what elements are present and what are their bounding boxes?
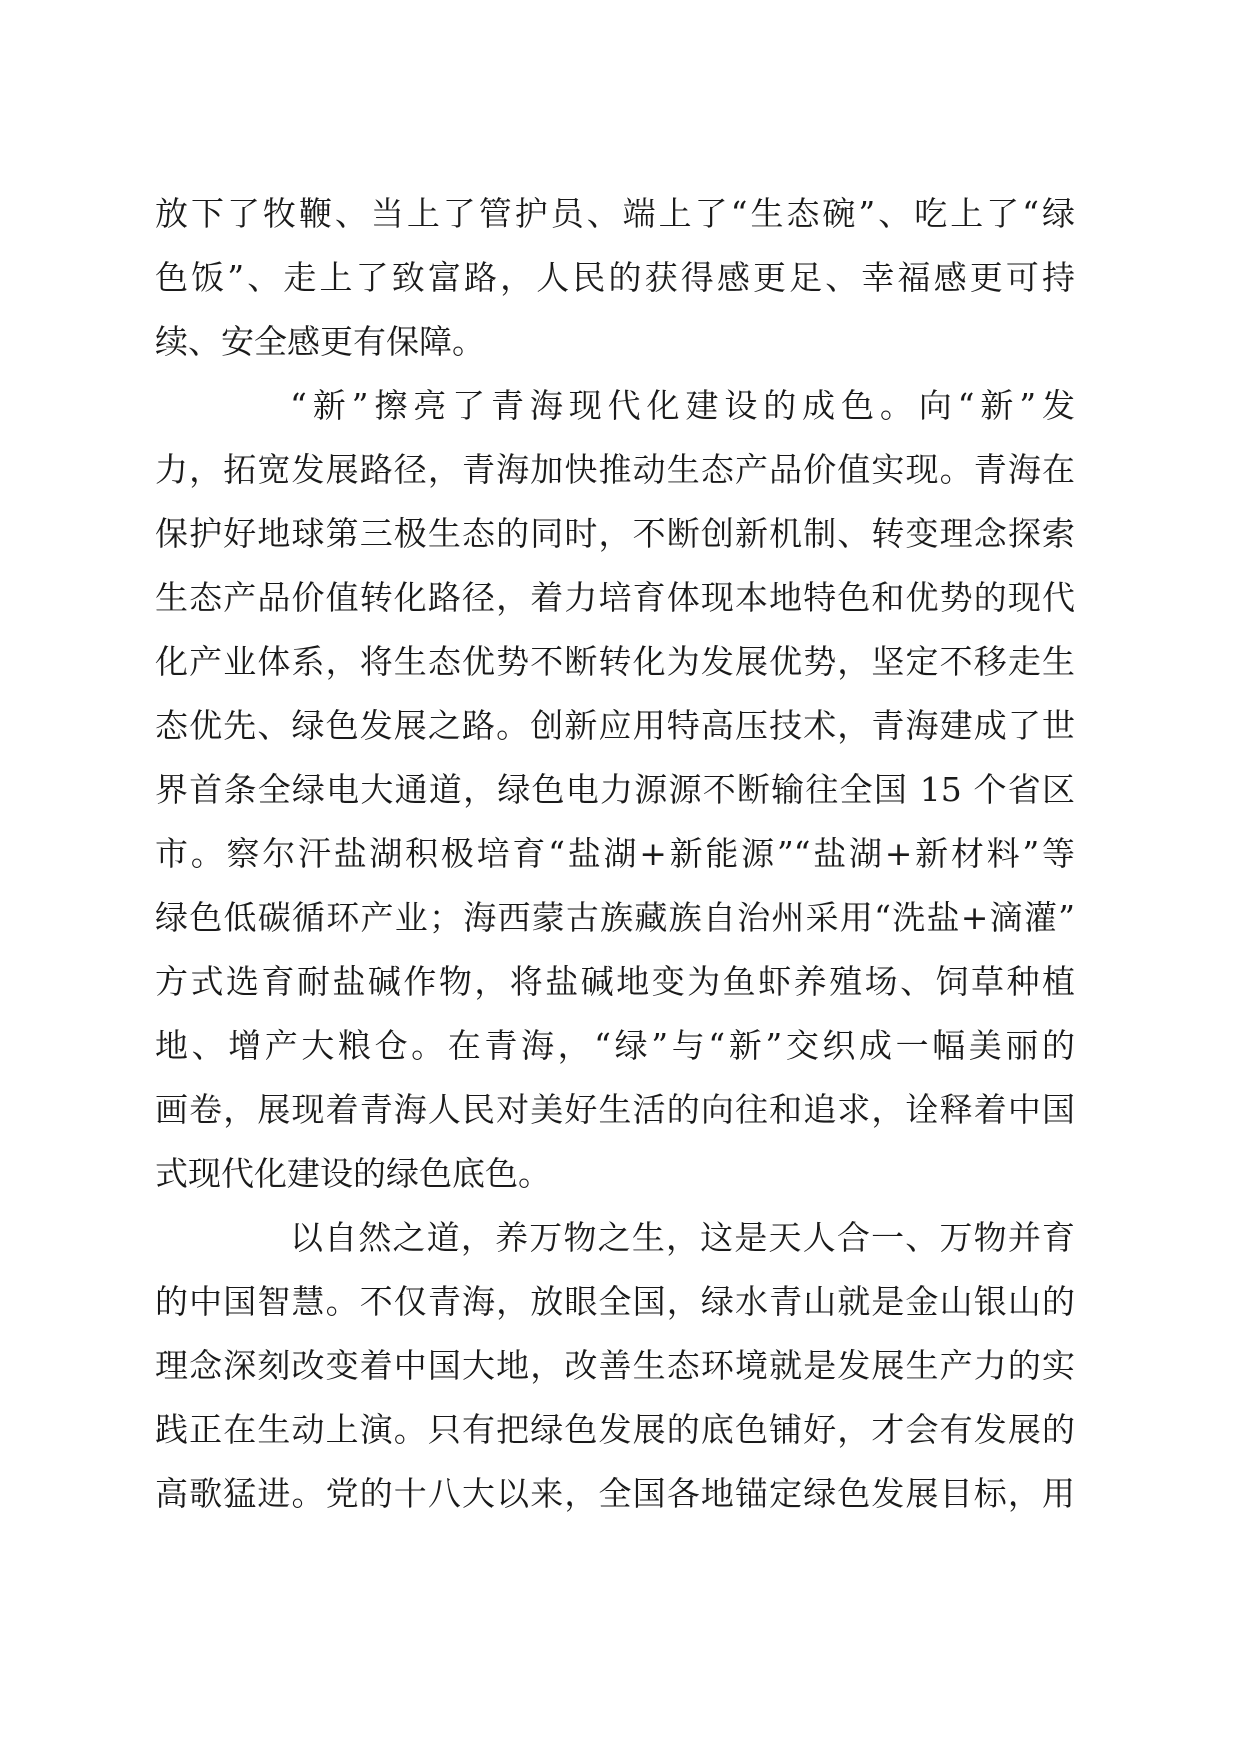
- text-line: 画卷，展现着青海人民对美好生活的向往和追求，诠释着中国: [155, 1090, 1075, 1129]
- text-line: 地、增产大粮仓。在青海，“绿”与“新”交织成一幅美丽的: [155, 1026, 1075, 1065]
- text-line: 式现代化建设的绿色底色。: [155, 1154, 551, 1193]
- text-line: 化产业体系，将生态优势不断转化为发展优势，坚定不移走生: [155, 642, 1075, 681]
- text-line: 态优先、绿色发展之路。创新应用特高压技术，青海建成了世: [155, 706, 1075, 745]
- text-line: 界首条全绿电大通道，绿色电力源源不断输往全国 15 个省区: [155, 770, 1075, 809]
- text-line: 续、安全感更有保障。: [155, 322, 485, 361]
- text-line: 高歌猛进。党的十八大以来，全国各地锚定绿色发展目标，用: [155, 1474, 1075, 1513]
- text-line: 践正在生动上演。只有把绿色发展的底色铺好，才会有发展的: [155, 1410, 1075, 1449]
- text-line: 色饭”、走上了致富路，人民的获得感更足、幸福感更可持: [155, 258, 1075, 297]
- text-line: 力，拓宽发展路径，青海加快推动生态产品价值实现。青海在: [155, 450, 1075, 489]
- text-line: 的中国智慧。不仅青海，放眼全国，绿水青山就是金山银山的: [155, 1282, 1075, 1321]
- text-line: 保护好地球第三极生态的同时，不断创新机制、转变理念探索: [155, 514, 1075, 553]
- text-line: 市。察尔汗盐湖积极培育“盐湖+新能源”“盐湖+新材料”等: [155, 834, 1075, 873]
- text-line: 放下了牧鞭、当上了管护员、端上了“生态碗”、吃上了“绿: [155, 194, 1075, 233]
- text-line: 绿色低碳循环产业；海西蒙古族藏族自治州采用“洗盐+滴灌”: [155, 898, 1075, 937]
- text-line: “新”擦亮了青海现代化建设的成色。向“新”发: [290, 386, 1075, 425]
- text-line: 理念深刻改变着中国大地，改善生态环境就是发展生产力的实: [155, 1346, 1075, 1385]
- text-line: 生态产品价值转化路径，着力培育体现本地特色和优势的现代: [155, 578, 1075, 617]
- text-line: 方式选育耐盐碱作物，将盐碱地变为鱼虾养殖场、饲草种植: [155, 962, 1075, 1001]
- text-line: 以自然之道，养万物之生，这是天人合一、万物并育: [290, 1218, 1075, 1257]
